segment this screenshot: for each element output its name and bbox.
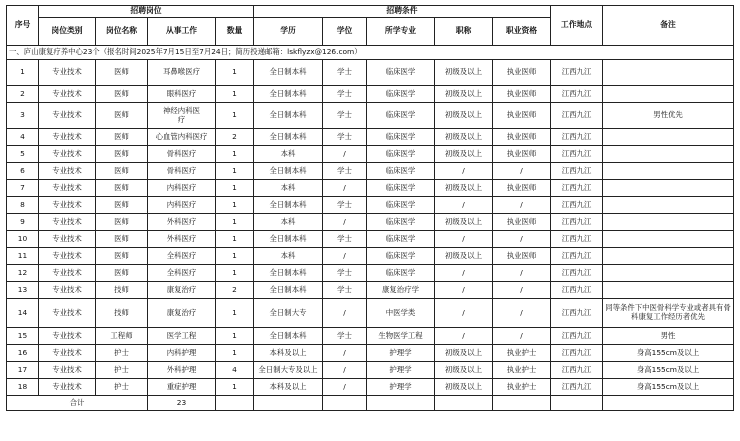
table-row bbox=[7, 379, 734, 396]
cell-title: 初级及以上 bbox=[435, 86, 493, 103]
header-condition-group: 招聘条件 bbox=[254, 6, 551, 18]
cell-count: 1 bbox=[216, 163, 254, 180]
cell-qualification: 执业医师 bbox=[493, 214, 551, 231]
cell-post-name: 医师 bbox=[96, 163, 148, 180]
header-count: 数量 bbox=[216, 18, 254, 46]
cell-remark bbox=[603, 86, 734, 103]
cell-work: 外科医疗 bbox=[148, 231, 216, 248]
cell-post-name: 医师 bbox=[96, 248, 148, 265]
recruitment-table bbox=[6, 5, 734, 411]
cell-major: 中医学类 bbox=[367, 299, 435, 328]
total-empty bbox=[493, 396, 551, 411]
cell-major: 临床医学 bbox=[367, 129, 435, 146]
cell-major: 临床医学 bbox=[367, 265, 435, 282]
cell-post-type: 专业技术 bbox=[39, 103, 96, 129]
cell-post-name: 医师 bbox=[96, 103, 148, 129]
cell-location: 江西九江 bbox=[551, 299, 603, 328]
table-row bbox=[7, 86, 734, 103]
cell-work: 眼科医疗 bbox=[148, 86, 216, 103]
cell-degree: 学士 bbox=[323, 129, 367, 146]
cell-location: 江西九江 bbox=[551, 103, 603, 129]
cell-location: 江西九江 bbox=[551, 197, 603, 214]
table-row bbox=[7, 345, 734, 362]
cell-seq: 18 bbox=[7, 379, 39, 396]
header-location: 工作地点 bbox=[551, 6, 603, 46]
cell-qualification: 执业医师 bbox=[493, 248, 551, 265]
cell-location: 江西九江 bbox=[551, 214, 603, 231]
cell-major: 临床医学 bbox=[367, 214, 435, 231]
cell-post-type: 专业技术 bbox=[39, 231, 96, 248]
table-row bbox=[7, 362, 734, 379]
cell-count: 1 bbox=[216, 197, 254, 214]
cell-education: 全日制本科 bbox=[254, 129, 323, 146]
cell-qualification: / bbox=[493, 328, 551, 345]
cell-qualification: 执业护士 bbox=[493, 345, 551, 362]
cell-seq: 4 bbox=[7, 129, 39, 146]
cell-title: / bbox=[435, 299, 493, 328]
section-title: 一、庐山康复疗养中心23个（报名时间2025年7月15日至7月24日；简历投递邮箱：lskflyzx@126.com） bbox=[7, 46, 734, 60]
total-empty bbox=[367, 396, 435, 411]
cell-degree: / bbox=[323, 146, 367, 163]
cell-count: 1 bbox=[216, 180, 254, 197]
cell-post-name: 医师 bbox=[96, 231, 148, 248]
cell-work: 耳鼻喉医疗 bbox=[148, 60, 216, 86]
cell-post-type: 专业技术 bbox=[39, 129, 96, 146]
cell-title: 初级及以上 bbox=[435, 129, 493, 146]
cell-count: 1 bbox=[216, 248, 254, 265]
cell-education: 全日制本科 bbox=[254, 231, 323, 248]
cell-qualification: 执业医师 bbox=[493, 103, 551, 129]
cell-work: 骨科医疗 bbox=[148, 163, 216, 180]
total-row bbox=[7, 396, 734, 411]
table-row bbox=[7, 60, 734, 86]
total-empty bbox=[435, 396, 493, 411]
cell-post-name: 工程师 bbox=[96, 328, 148, 345]
cell-post-type: 专业技术 bbox=[39, 299, 96, 328]
cell-title: / bbox=[435, 282, 493, 299]
cell-seq: 2 bbox=[7, 86, 39, 103]
cell-qualification: / bbox=[493, 299, 551, 328]
cell-post-name: 护士 bbox=[96, 362, 148, 379]
cell-qualification: / bbox=[493, 163, 551, 180]
cell-location: 江西九江 bbox=[551, 362, 603, 379]
cell-seq: 1 bbox=[7, 60, 39, 86]
cell-major: 临床医学 bbox=[367, 197, 435, 214]
cell-count: 1 bbox=[216, 146, 254, 163]
cell-education: 全日制本科 bbox=[254, 328, 323, 345]
header-post-type: 岗位类别 bbox=[39, 18, 96, 46]
cell-title: / bbox=[435, 265, 493, 282]
cell-education: 全日制本科 bbox=[254, 103, 323, 129]
cell-seq: 8 bbox=[7, 197, 39, 214]
cell-count: 1 bbox=[216, 345, 254, 362]
table-row bbox=[7, 299, 734, 328]
cell-degree: 学士 bbox=[323, 197, 367, 214]
cell-count: 1 bbox=[216, 231, 254, 248]
total-empty bbox=[323, 396, 367, 411]
cell-post-type: 专业技术 bbox=[39, 86, 96, 103]
cell-education: 全日制本科 bbox=[254, 60, 323, 86]
header-work: 从事工作 bbox=[148, 18, 216, 46]
cell-remark bbox=[603, 146, 734, 163]
header-major: 所学专业 bbox=[367, 18, 435, 46]
total-label: 合计 bbox=[7, 396, 148, 411]
cell-post-type: 专业技术 bbox=[39, 379, 96, 396]
cell-post-name: 医师 bbox=[96, 265, 148, 282]
cell-post-type: 专业技术 bbox=[39, 362, 96, 379]
cell-remark bbox=[603, 231, 734, 248]
cell-seq: 16 bbox=[7, 345, 39, 362]
cell-location: 江西九江 bbox=[551, 379, 603, 396]
cell-post-type: 专业技术 bbox=[39, 345, 96, 362]
header-qualification: 职业资格 bbox=[493, 18, 551, 46]
cell-seq: 3 bbox=[7, 103, 39, 129]
cell-post-type: 专业技术 bbox=[39, 60, 96, 86]
cell-count: 1 bbox=[216, 103, 254, 129]
cell-title: / bbox=[435, 328, 493, 345]
cell-work: 康复治疗 bbox=[148, 299, 216, 328]
cell-post-name: 医师 bbox=[96, 129, 148, 146]
section-row bbox=[7, 46, 734, 60]
cell-post-name: 技师 bbox=[96, 299, 148, 328]
cell-education: 全日制大专 bbox=[254, 299, 323, 328]
cell-location: 江西九江 bbox=[551, 86, 603, 103]
cell-count: 1 bbox=[216, 214, 254, 231]
cell-major: 临床医学 bbox=[367, 180, 435, 197]
recruitment-table-container bbox=[6, 5, 733, 411]
cell-post-type: 专业技术 bbox=[39, 180, 96, 197]
header-post-group: 招聘岗位 bbox=[39, 6, 254, 18]
cell-major: 康复治疗学 bbox=[367, 282, 435, 299]
cell-count: 1 bbox=[216, 379, 254, 396]
cell-remark bbox=[603, 129, 734, 146]
cell-degree: 学士 bbox=[323, 282, 367, 299]
cell-degree: / bbox=[323, 299, 367, 328]
cell-remark: 身高155cm及以上 bbox=[603, 362, 734, 379]
cell-count: 2 bbox=[216, 282, 254, 299]
total-empty bbox=[551, 396, 603, 411]
cell-major: 护理学 bbox=[367, 362, 435, 379]
cell-work: 骨科医疗 bbox=[148, 146, 216, 163]
cell-location: 江西九江 bbox=[551, 328, 603, 345]
header-post-name: 岗位名称 bbox=[96, 18, 148, 46]
cell-post-name: 医师 bbox=[96, 197, 148, 214]
cell-education: 本科 bbox=[254, 248, 323, 265]
cell-degree: / bbox=[323, 180, 367, 197]
cell-post-name: 医师 bbox=[96, 146, 148, 163]
cell-count: 2 bbox=[216, 129, 254, 146]
cell-remark bbox=[603, 197, 734, 214]
cell-remark: 同等条件下中医骨科学专业或者具有骨科康复工作经历者优先 bbox=[603, 299, 734, 328]
cell-post-type: 专业技术 bbox=[39, 146, 96, 163]
total-empty bbox=[216, 396, 254, 411]
cell-count: 1 bbox=[216, 299, 254, 328]
cell-count: 4 bbox=[216, 362, 254, 379]
cell-remark: 身高155cm及以上 bbox=[603, 345, 734, 362]
cell-remark bbox=[603, 60, 734, 86]
cell-work: 外科医疗 bbox=[148, 214, 216, 231]
table-row bbox=[7, 231, 734, 248]
cell-work: 内科医疗 bbox=[148, 180, 216, 197]
cell-seq: 10 bbox=[7, 231, 39, 248]
header-education: 学历 bbox=[254, 18, 323, 46]
cell-education: 本科 bbox=[254, 146, 323, 163]
cell-education: 全日制本科 bbox=[254, 265, 323, 282]
cell-seq: 14 bbox=[7, 299, 39, 328]
cell-title: 初级及以上 bbox=[435, 180, 493, 197]
cell-location: 江西九江 bbox=[551, 282, 603, 299]
cell-title: 初级及以上 bbox=[435, 345, 493, 362]
cell-remark bbox=[603, 282, 734, 299]
total-empty bbox=[603, 396, 734, 411]
cell-major: 临床医学 bbox=[367, 163, 435, 180]
cell-location: 江西九江 bbox=[551, 231, 603, 248]
cell-qualification: 执业医师 bbox=[493, 60, 551, 86]
cell-seq: 17 bbox=[7, 362, 39, 379]
cell-degree: / bbox=[323, 248, 367, 265]
table-row bbox=[7, 328, 734, 345]
cell-major: 临床医学 bbox=[367, 60, 435, 86]
cell-count: 1 bbox=[216, 86, 254, 103]
cell-qualification: 执业医师 bbox=[493, 146, 551, 163]
cell-post-name: 医师 bbox=[96, 180, 148, 197]
cell-post-name: 医师 bbox=[96, 60, 148, 86]
cell-degree: / bbox=[323, 214, 367, 231]
cell-work: 神经内科医疗 bbox=[148, 103, 216, 129]
cell-qualification: 执业护士 bbox=[493, 362, 551, 379]
cell-title: / bbox=[435, 231, 493, 248]
cell-post-type: 专业技术 bbox=[39, 282, 96, 299]
cell-work: 内科医疗 bbox=[148, 197, 216, 214]
cell-qualification: 执业医师 bbox=[493, 180, 551, 197]
cell-remark: 身高155cm及以上 bbox=[603, 379, 734, 396]
cell-work: 全科医疗 bbox=[148, 265, 216, 282]
cell-title: 初级及以上 bbox=[435, 103, 493, 129]
cell-degree: / bbox=[323, 362, 367, 379]
cell-major: 临床医学 bbox=[367, 86, 435, 103]
cell-education: 本科 bbox=[254, 180, 323, 197]
cell-remark bbox=[603, 248, 734, 265]
cell-qualification: 执业护士 bbox=[493, 379, 551, 396]
cell-location: 江西九江 bbox=[551, 248, 603, 265]
cell-work: 重症护理 bbox=[148, 379, 216, 396]
cell-education: 全日制本科 bbox=[254, 282, 323, 299]
cell-post-name: 医师 bbox=[96, 86, 148, 103]
table-row bbox=[7, 197, 734, 214]
cell-location: 江西九江 bbox=[551, 345, 603, 362]
cell-post-name: 护士 bbox=[96, 379, 148, 396]
cell-location: 江西九江 bbox=[551, 163, 603, 180]
header-row-1 bbox=[7, 6, 734, 18]
cell-qualification: / bbox=[493, 282, 551, 299]
header-seq: 序号 bbox=[7, 6, 39, 46]
cell-qualification: 执业医师 bbox=[493, 86, 551, 103]
header-title: 职称 bbox=[435, 18, 493, 46]
cell-remark bbox=[603, 180, 734, 197]
cell-title: 初级及以上 bbox=[435, 214, 493, 231]
cell-degree: 学士 bbox=[323, 86, 367, 103]
cell-degree: 学士 bbox=[323, 328, 367, 345]
cell-education: 本科 bbox=[254, 214, 323, 231]
cell-seq: 15 bbox=[7, 328, 39, 345]
cell-title: 初级及以上 bbox=[435, 362, 493, 379]
cell-qualification: / bbox=[493, 197, 551, 214]
cell-remark bbox=[603, 163, 734, 180]
cell-degree: 学士 bbox=[323, 231, 367, 248]
cell-location: 江西九江 bbox=[551, 129, 603, 146]
cell-education: 全日制本科 bbox=[254, 86, 323, 103]
cell-education: 全日制本科 bbox=[254, 163, 323, 180]
cell-post-type: 专业技术 bbox=[39, 214, 96, 231]
cell-title: 初级及以上 bbox=[435, 248, 493, 265]
table-row bbox=[7, 103, 734, 129]
cell-post-name: 护士 bbox=[96, 345, 148, 362]
cell-work: 全科医疗 bbox=[148, 248, 216, 265]
cell-work: 心血管内科医疗 bbox=[148, 129, 216, 146]
table-row bbox=[7, 282, 734, 299]
cell-qualification: 执业医师 bbox=[493, 129, 551, 146]
cell-degree: / bbox=[323, 379, 367, 396]
cell-seq: 5 bbox=[7, 146, 39, 163]
cell-major: 临床医学 bbox=[367, 231, 435, 248]
cell-post-name: 技师 bbox=[96, 282, 148, 299]
cell-major: 临床医学 bbox=[367, 248, 435, 265]
cell-work: 医学工程 bbox=[148, 328, 216, 345]
cell-education: 本科及以上 bbox=[254, 379, 323, 396]
table-row bbox=[7, 163, 734, 180]
cell-remark bbox=[603, 265, 734, 282]
table-row bbox=[7, 129, 734, 146]
cell-work: 外科护理 bbox=[148, 362, 216, 379]
cell-degree: / bbox=[323, 345, 367, 362]
cell-location: 江西九江 bbox=[551, 180, 603, 197]
cell-remark: 男性 bbox=[603, 328, 734, 345]
cell-degree: 学士 bbox=[323, 163, 367, 180]
cell-education: 全日制本科 bbox=[254, 197, 323, 214]
cell-degree: 学士 bbox=[323, 60, 367, 86]
table-row bbox=[7, 180, 734, 197]
cell-post-type: 专业技术 bbox=[39, 265, 96, 282]
cell-title: 初级及以上 bbox=[435, 60, 493, 86]
cell-qualification: / bbox=[493, 231, 551, 248]
cell-education: 本科及以上 bbox=[254, 345, 323, 362]
table-row bbox=[7, 248, 734, 265]
cell-title: / bbox=[435, 197, 493, 214]
cell-major: 生物医学工程 bbox=[367, 328, 435, 345]
cell-location: 江西九江 bbox=[551, 265, 603, 282]
cell-remark bbox=[603, 214, 734, 231]
cell-count: 1 bbox=[216, 60, 254, 86]
cell-seq: 6 bbox=[7, 163, 39, 180]
cell-count: 1 bbox=[216, 265, 254, 282]
cell-seq: 13 bbox=[7, 282, 39, 299]
header-remark: 备注 bbox=[603, 6, 734, 46]
table-row bbox=[7, 146, 734, 163]
cell-work: 康复治疗 bbox=[148, 282, 216, 299]
total-count: 23 bbox=[148, 396, 216, 411]
cell-major: 临床医学 bbox=[367, 146, 435, 163]
cell-post-type: 专业技术 bbox=[39, 197, 96, 214]
total-empty bbox=[254, 396, 323, 411]
cell-degree: 学士 bbox=[323, 265, 367, 282]
cell-post-type: 专业技术 bbox=[39, 248, 96, 265]
cell-remark: 男性优先 bbox=[603, 103, 734, 129]
cell-qualification: / bbox=[493, 265, 551, 282]
table-row bbox=[7, 214, 734, 231]
cell-seq: 9 bbox=[7, 214, 39, 231]
cell-title: 初级及以上 bbox=[435, 379, 493, 396]
cell-post-name: 医师 bbox=[96, 214, 148, 231]
cell-major: 护理学 bbox=[367, 379, 435, 396]
cell-post-type: 专业技术 bbox=[39, 328, 96, 345]
cell-location: 江西九江 bbox=[551, 146, 603, 163]
cell-education: 全日制大专及以上 bbox=[254, 362, 323, 379]
cell-title: 初级及以上 bbox=[435, 146, 493, 163]
cell-work: 内科护理 bbox=[148, 345, 216, 362]
cell-post-type: 专业技术 bbox=[39, 163, 96, 180]
cell-major: 临床医学 bbox=[367, 103, 435, 129]
header-degree: 学位 bbox=[323, 18, 367, 46]
cell-seq: 12 bbox=[7, 265, 39, 282]
cell-degree: 学士 bbox=[323, 103, 367, 129]
cell-count: 1 bbox=[216, 328, 254, 345]
cell-seq: 7 bbox=[7, 180, 39, 197]
table-row bbox=[7, 265, 734, 282]
cell-title: / bbox=[435, 163, 493, 180]
cell-major: 护理学 bbox=[367, 345, 435, 362]
cell-location: 江西九江 bbox=[551, 60, 603, 86]
cell-seq: 11 bbox=[7, 248, 39, 265]
